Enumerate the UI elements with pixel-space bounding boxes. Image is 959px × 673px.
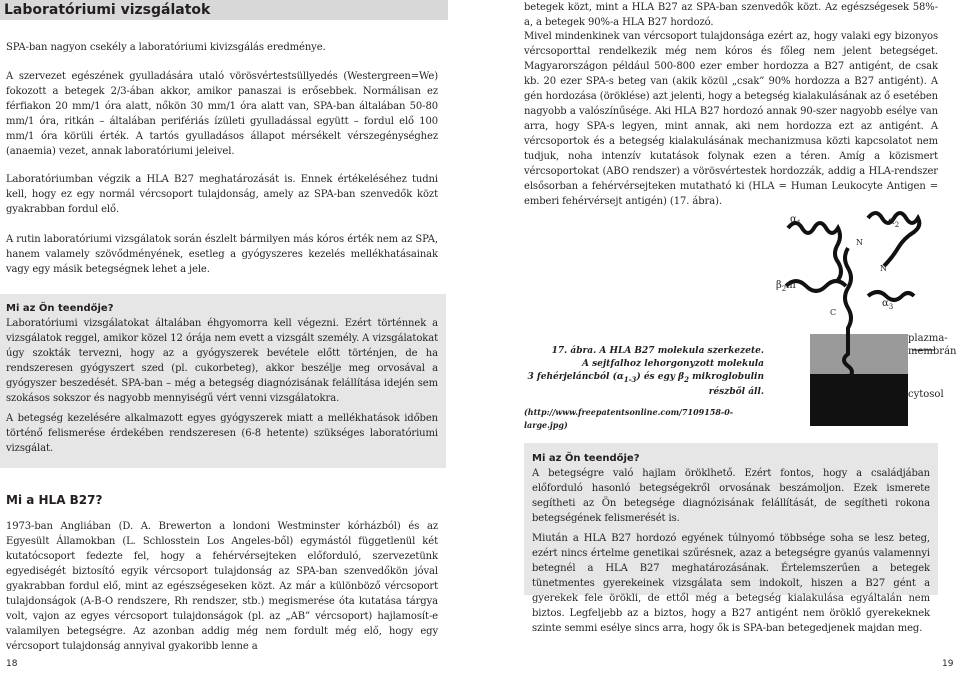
caption-line: 17. ábra. A HLA B27 molekula szerkezete. bbox=[551, 346, 764, 356]
todo-box-paragraph: A betegségre való hajlam öröklhető. Ezért fontos, hogy a családjában előforduló hasonló betegségekről orvosának beszámoljon. Ezek ismerete segítheti az Ön betegsége diagnózisának felállítását, de segítheti rokona betegségének felismerését is. bbox=[532, 468, 930, 524]
todo-box-left bbox=[0, 294, 446, 468]
sedimentation-paragraph: A szervezet egészének gyulladására utaló vörösvértestsüllyedés (Westergreen=We) fokozott a betegek 2/3-ában akkor, amikor panaszai is erősebbek. Normálisan ez férfiakon 20 mm/1 óra alatt, nőkön 30 mm/1 óra alatt van, SPA-ban általában 50-80 mm/1 óra, ritkán – általában perifériás ízületi gyulladással együtt – fordul elő 100 mm/1 óra körüli érték. A tartós gyulladásos állapot mérsékelt vérszegénységhez (anaemia) vezet, annak laboratóriumi jeleivel. bbox=[6, 71, 438, 157]
figure-caption bbox=[524, 345, 764, 399]
continuation-paragraph: betegek közt, mint a HLA B27 az SPA-ban szenvedők közt. Az egészségesek 58%-a, a betegek 90%-a HLA B27 hordozó. bbox=[524, 2, 938, 28]
alpha2-label-sub: 2 bbox=[894, 221, 900, 229]
n-terminus-label: N bbox=[856, 238, 863, 247]
alpha2-label bbox=[888, 216, 899, 229]
plazma-label: plazma- bbox=[908, 333, 948, 344]
caption-line: részből áll. bbox=[708, 386, 764, 397]
c-terminus-label: C bbox=[830, 308, 837, 317]
hla-history-paragraph: 1973-ban Angliában (D. A. Brewerton a londoni Westminster kórházból) és az Egyesült Államokban (L. Schlosstein Los Angeles-ből) egymástól függetlenül két kutatócsoport fedezte fel, hogy a fehérvérsejteken előforduló, szervezetünk egyediségét biztosító egyik vércsoport tulajdonság az SPA-ban szenvedőkön jóval gyakrabban fordul elő, mint az egészségeseken közt. Az már a különböző vércsoport tulajdonságok (A-B-O rendszere, Rh rendszer, stb.) megismerése óta kutatása tárgya volt, vajon az egyes vércsoport tulajdonságok (pl. az „AB” vércsoport) hajlamosít-e valamilyen betegségre. Az azonban addig még nem fordult még elő, hogy egy vércsoport tulajdonság annyival gyakoribb lenne a bbox=[6, 521, 438, 652]
blood-group-paragraph: Mivel mindenkinek van vércsoport tulajdonsága ezért az, hogy valaki egy bizonyos vércsoporttal rendelkezik még nem kóros és főleg nem jelent betegséget. Magyarországon például 500-800 ezer ember hordozza a B27 antigént, de csak kb. 20 ezer SPA-s beteg van (akik közül „csak” 90% hordozza a B27 antigént). A gén hordozása (öröklése) azt jelenti, hogy a betegség kialakulásának az ő esetében nagyobb a valószínűsége. Aki HLA B27 hordozó annak 90-szer nagyobb esélye van arra, hogy SPA-s legyen, mint annak, aki nem hordozza ezt az antigént. A vércsoportok és a betegség kialakulásának mechanizmusa közti kapcsolatot nem tudjuk, noha intenzív kutatások folynak ezen a téren. Amíg a közismert vércsoportokat (ABO rendszer) a vörösvértestek hordozzák, addig a HLA-rendszer elsősorban a fehérvérsejteken mutatható ki (HLA = Human Leukocyte Antigen = emberi fehérvérsejt antigén) (17. ábra). bbox=[524, 31, 938, 207]
alpha3-label bbox=[882, 298, 893, 311]
page-number: 19 bbox=[942, 659, 954, 669]
caption-part: 3 fehérjeláncból (α bbox=[527, 372, 624, 382]
alpha3-label-text: α bbox=[882, 298, 889, 309]
caption-part: ) és egy β bbox=[636, 372, 685, 382]
routine-tests-paragraph: A rutin laboratóriumi vizsgálatok során észlelt bármilyen más kóros érték nem az SPA, hanem valamely szövődményének, esetleg a gyógyszeres kezelés mellékhatásainak vagy egy másik betegségnek lehet a jele. bbox=[6, 234, 438, 275]
alpha1-label-sub: 1 bbox=[796, 219, 802, 227]
membrane-band bbox=[810, 334, 908, 374]
membran-label: membrán bbox=[908, 346, 957, 357]
page-number: 18 bbox=[6, 659, 18, 669]
section-title: Mi a HLA B27? bbox=[6, 493, 103, 507]
alpha2-label-text: α bbox=[888, 216, 895, 227]
page-title: Laboratóriumi vizsgálatok bbox=[0, 0, 448, 20]
alpha1-label bbox=[790, 214, 801, 227]
todo-box-paragraph: A betegség kezelésére alkalmazott egyes gyógyszerek miatt a mellékhatások időben történő felismerése érdekében rendszeresen (6-8 hetente) szükséges laboratóriumi vizsgálat. bbox=[6, 413, 438, 454]
alpha1-label-text: α bbox=[790, 214, 797, 225]
b2m-label-tail: m bbox=[786, 280, 796, 291]
caption-part: mikroglobulin bbox=[689, 372, 764, 382]
figure-source: (http://www.freepatentsonline.com/7109158-0-large.jpg) bbox=[524, 407, 734, 430]
caption-sub: 1-3 bbox=[623, 374, 637, 384]
alpha3-label-sub: 3 bbox=[888, 303, 894, 311]
todo-box-paragraph: Laboratóriumi vizsgálatokat általában éhgyomorra kell végezni. Ezért történnek a vizsgálatok reggel, amikor közel 12 órája nem evett a vizsgált személy. A vizsgálatokat úgy szokták tervezni, hogy az a gyógyszerek bevétele előtt történjen, de ha rendszeresen gyógyszert szed (pl. cukorbeteg), akkor beszélje meg orvosával a gyógyszer beszedését. SPA-ban – még a betegség diagnózisának felállítása idején sem szokásos sokszor és nagyobb mennyiségű vért venni vizsgálatokra. bbox=[6, 318, 438, 404]
cytosol-label: cytosol bbox=[908, 389, 944, 400]
todo-box-paragraph: Miután a HLA B27 hordozó egyének túlnyomó többsége soha se lesz beteg, ezért nincs értelme genetikai szűrésnek, azaz a betegségre gyanús valamennyi betegnél a HLA B27 meghatározásának. Értelemszerűen a betegek tünetmentes gyerekeinek vizsgálata sem indokolt, hiszen a B27 gént a gyerekek fele örökli, de ettől még a betegség kialakulása egyáltalán nem biztos. Legfeljebb az a biztos, hogy a B27 antigént nem öröklő gyerekeknek szinte semmi esélye sincs arra, hogy ők is SPA-ban betegedjenek majdan meg. bbox=[532, 533, 930, 634]
todo-box-right bbox=[524, 443, 938, 634]
caption-line bbox=[524, 371, 764, 386]
todo-box-title: Mi az Ön teendője? bbox=[532, 453, 640, 464]
hla-molecule-diagram bbox=[768, 208, 958, 440]
caption-line: A sejtfalhoz lehorgonyzott molekula bbox=[582, 359, 764, 369]
b2m-label-sub: 2 bbox=[781, 285, 787, 293]
cytosol-region bbox=[810, 374, 908, 426]
alpha1-domain bbox=[788, 223, 841, 280]
b2m-label bbox=[776, 280, 796, 293]
hla-test-paragraph: Laboratóriumban végzik a HLA B27 meghatározását is. Ennek értékeléséhez tudni kell, hogy ez egy normál vércsoport tulajdonság, amely az SPA-ban szenvedők közt gyakrabban fordul elő. bbox=[6, 174, 438, 215]
right-page bbox=[480, 0, 959, 673]
caption-sub: 2 bbox=[684, 374, 689, 384]
todo-box-title: Mi az Ön teendője? bbox=[6, 303, 114, 314]
b2m-label-text: β bbox=[776, 280, 782, 291]
intro-paragraph: SPA-ban nagyon csekély a laboratóriumi kivizsgálás eredménye. bbox=[6, 42, 326, 53]
n-terminus-label: N bbox=[880, 264, 887, 273]
